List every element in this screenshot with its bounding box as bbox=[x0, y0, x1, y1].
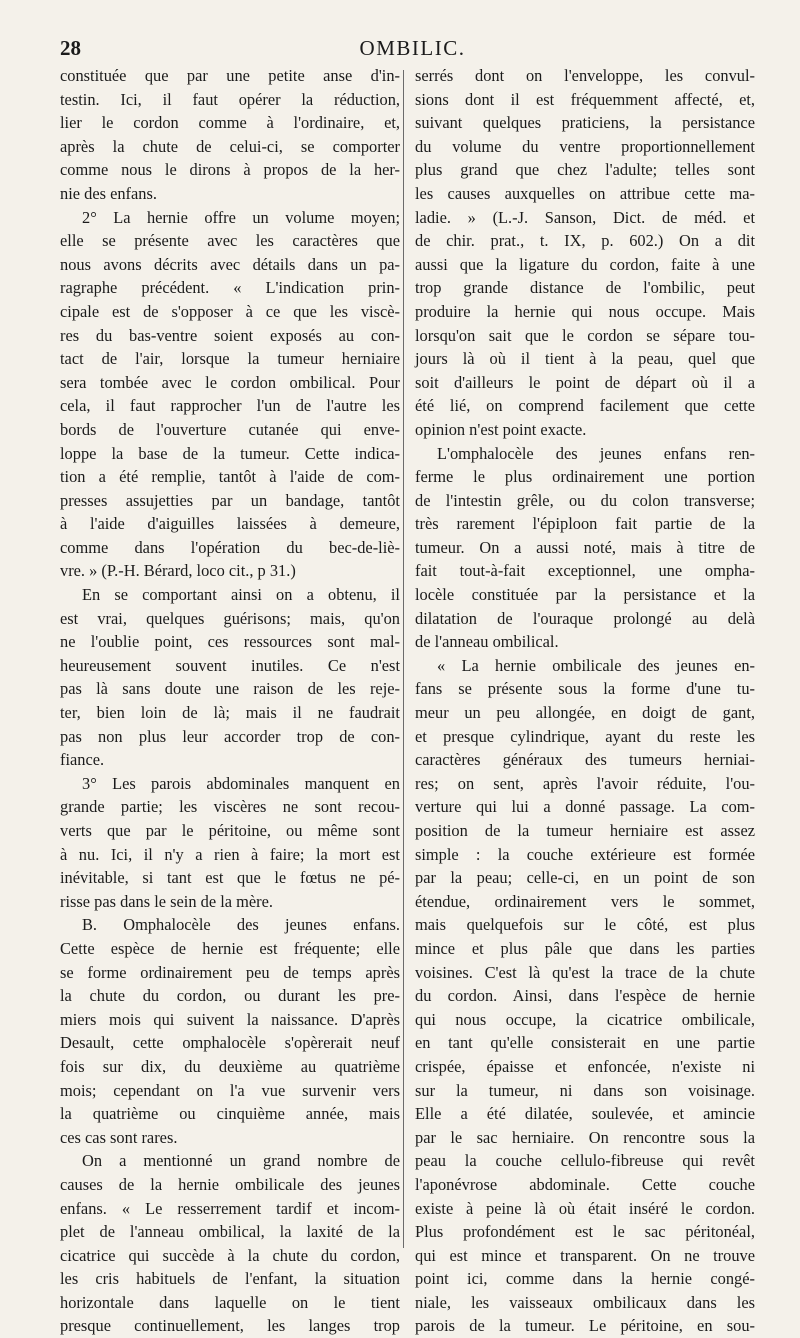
text-line: ter, bien loin de là; mais il ne faudrait bbox=[60, 703, 400, 723]
text-line: cipale est de s'opposer à ce que les viscè- bbox=[60, 301, 400, 321]
text-line: dilatation de l'ouraque prolongé au delà bbox=[415, 608, 755, 628]
text-line: parois de la tumeur. Le péritoine, en sou- bbox=[415, 1316, 755, 1336]
text-line: étendue, ordinairement vers le sommet, bbox=[415, 891, 755, 911]
text-line: niale, les vaisseaux ombilicaux dans les bbox=[415, 1292, 755, 1312]
text-line: ragraphe précédent. « L'indication prin- bbox=[60, 278, 400, 298]
text-line: locèle constituée par la persistance et la bbox=[415, 585, 755, 605]
text-line: tumeur. On a aussi noté, mais à titre de bbox=[415, 537, 755, 557]
text-line: après la chute de celui-ci, se comporter bbox=[60, 136, 400, 156]
text-line: serrés dont on l'enveloppe, les convul- bbox=[415, 66, 755, 85]
text-line: mince et plus pâle que dans les parties bbox=[415, 938, 755, 958]
text-line: par la peau; celle-ci, en un point de son bbox=[415, 868, 755, 888]
text-line: de l'anneau ombilical. bbox=[415, 632, 559, 652]
text-line: constituée que par une petite anse d'in- bbox=[60, 66, 400, 85]
text-line: produire la hernie qui nous occupe. Mais bbox=[415, 301, 755, 321]
text-line: enfans. « Le resserrement tardif et incom- bbox=[60, 1198, 400, 1218]
text-line: comme dans l'opération du bec-de-liè- bbox=[60, 537, 400, 557]
page-header bbox=[60, 36, 765, 64]
text-line: très rarement l'épiploon fait partie de la bbox=[415, 514, 755, 534]
text-line: grande partie; les viscères ne sont recou- bbox=[60, 797, 400, 817]
text-line: et presque cylindrique, ayant du reste les bbox=[415, 726, 755, 746]
text-line: En se comportant ainsi on a obtenu, il bbox=[82, 585, 400, 605]
text-line: Plus profondément est le sac péritonéal, bbox=[415, 1222, 755, 1242]
text-line: se forme ordinairement peu de temps après bbox=[60, 962, 400, 982]
text-line: tact de l'air, lorsque la tumeur herniaire bbox=[60, 349, 400, 369]
text-line: bords de l'ouverture cutanée qui enve- bbox=[60, 419, 400, 439]
text-line: verts que par le péritoine, ou même sont bbox=[60, 821, 400, 840]
text-line: heureusement souvent inutiles. Ce n'est bbox=[60, 655, 400, 675]
text-line: testin. Ici, il faut opérer la réduction, bbox=[60, 89, 400, 109]
text-line: nous avons décrits avec détails dans un pa- bbox=[60, 254, 400, 274]
text-line: plet de l'anneau ombilical, la laxité de la bbox=[60, 1222, 400, 1242]
text-line: inévitable, si tant est que le fœtus ne pé- bbox=[60, 868, 400, 888]
text-line: l'aponévrose abdominale. Cette couche bbox=[415, 1174, 755, 1194]
text-line: caractères généraux des tumeurs herniai- bbox=[415, 750, 755, 770]
text-line: les causes auxquelles on attribue cette ma- bbox=[415, 183, 755, 203]
text-line: du cordon. Ainsi, dans l'espèce de hernie bbox=[415, 986, 755, 1006]
column-divider bbox=[403, 70, 404, 1248]
text-line: vre. » (P.-H. Bérard, loco cit., p 31.) bbox=[60, 561, 296, 581]
text-line: comme nous le dirons à propos de la her- bbox=[60, 160, 400, 180]
page-number: 28 bbox=[60, 36, 81, 60]
text-line: horizontale dans laquelle on le tient bbox=[60, 1292, 400, 1312]
text-line: cicatrice qui succède à la chute du cordon, bbox=[60, 1245, 400, 1265]
text-line: loppe la base de la tumeur. Cette indica- bbox=[60, 443, 400, 463]
text-line: sur la tumeur, ni dans son voisinage. bbox=[415, 1080, 755, 1100]
text-line: à l'aide d'aiguilles laissées à demeure, bbox=[60, 514, 400, 534]
left-text-column bbox=[60, 64, 400, 1336]
text-line: meur un peu allongée, en doigt de gant, bbox=[415, 703, 755, 723]
text-line: verture qui lui a donné passage. La com- bbox=[415, 797, 755, 817]
text-line: Elle a été dilatée, soulevée, et amincie bbox=[415, 1104, 755, 1124]
text-line: lorsqu'on sait que le cordon se sépare tou- bbox=[415, 325, 755, 345]
text-line: tion a été remplie, tantôt à l'aide de com- bbox=[60, 467, 400, 487]
text-line: suivant quelques praticiens, la persistance bbox=[415, 113, 755, 133]
text-line: sions dont il est fréquemment affecté, et, bbox=[415, 89, 755, 109]
text-line: du volume du ventre proportionnellement bbox=[415, 136, 755, 156]
text-line: On a mentionné un grand nombre de bbox=[82, 1151, 400, 1171]
text-line: fans se présente sous la forme d'une tu- bbox=[415, 679, 755, 699]
text-line: L'omphalocèle des jeunes enfans ren- bbox=[437, 443, 755, 463]
text-line: est vrai, quelques guérisons; mais, qu'on bbox=[60, 608, 400, 628]
text-line: jours là où il tient à la peau, quel que bbox=[415, 349, 755, 369]
text-line: par le sac herniaire. On rencontre sous la bbox=[415, 1127, 755, 1147]
text-line: fiance. bbox=[60, 750, 105, 770]
text-line: Cette espèce de hernie est fréquente; elle bbox=[60, 938, 400, 958]
text-line: presses assujetties par un bandage, tantôt bbox=[60, 490, 400, 510]
text-line: plus grand que chez l'adulte; telles sont bbox=[415, 160, 755, 180]
text-line: elle se présente avec les caractères que bbox=[60, 231, 400, 251]
text-line: peau la couche cellulo-fibreuse qui revêt bbox=[415, 1151, 755, 1171]
text-line: fois sur dix, du deuxième au quatrième bbox=[60, 1056, 400, 1076]
text-line: sera tombée avec le cordon ombilical. Pour bbox=[60, 372, 400, 392]
text-line: 3° Les parois abdominales manquent en bbox=[82, 773, 400, 793]
text-line: Desault, cette omphalocèle s'opèrerait neuf bbox=[60, 1033, 400, 1053]
text-line: lier le cordon comme à l'ordinaire, et, bbox=[60, 113, 400, 133]
text-line: cela, il faut rapprocher l'un de l'autre les bbox=[60, 396, 400, 416]
text-line: position de la tumeur herniaire est assez bbox=[415, 821, 755, 840]
text-line: la chute du cordon, ou durant les pre- bbox=[60, 986, 400, 1006]
text-line: pas non plus leur accorder trop de con- bbox=[60, 726, 400, 746]
text-line: « La hernie ombilicale des jeunes en- bbox=[437, 655, 755, 675]
text-line: opinion n'est point exacte. bbox=[415, 419, 587, 439]
text-line: existe à peine là où était inséré le cordon. bbox=[415, 1198, 755, 1218]
text-line: presque continuellement, les langes trop bbox=[60, 1316, 400, 1336]
text-line: causes de la hernie ombilicale des jeunes bbox=[60, 1174, 400, 1194]
text-line: mais quelquefois sur le côté, est plus bbox=[415, 915, 755, 935]
text-line: qui est mince et transparent. On ne trouve bbox=[415, 1245, 755, 1265]
text-line: de chir. prat., t. IX, p. 602.) On a dit bbox=[415, 231, 755, 251]
text-line: point ici, comme dans la hernie congé- bbox=[415, 1269, 755, 1289]
running-title: OMBILIC. bbox=[359, 36, 466, 60]
text-line: fait tout-à-fait exceptionnel, une ompha- bbox=[415, 561, 755, 581]
text-line: crispée, épaisse et enfoncée, n'existe ni bbox=[415, 1056, 755, 1076]
text-line: res; on sent, après l'avoir réduite, l'ou- bbox=[415, 773, 755, 793]
text-line: soit d'ailleurs le point de départ où il a bbox=[415, 372, 755, 392]
text-line: voisines. C'est là qu'est la trace de la chute bbox=[415, 962, 755, 982]
right-text-column bbox=[415, 64, 755, 1336]
text-line: les cris habituels de l'enfant, la situation bbox=[60, 1269, 400, 1289]
text-line: ferme le plus ordinairement une portion bbox=[415, 467, 755, 487]
text-line: à nu. Ici, il n'y a rien à faire; la mort est bbox=[60, 844, 400, 864]
text-line: risse pas dans le sein de la mère. bbox=[60, 891, 274, 911]
text-line: pas là sans doute une raison de les reje- bbox=[60, 679, 400, 699]
text-line: simple : la couche extérieure est formée bbox=[415, 844, 755, 864]
text-line: qui nous occupe, la cicatrice ombilicale, bbox=[415, 1009, 755, 1029]
text-line: trop grande distance de l'ombilic, peut bbox=[415, 278, 755, 298]
text-line: 2° La hernie offre un volume moyen; bbox=[82, 207, 400, 227]
text-line: en tant qu'elle consisterait en une partie bbox=[415, 1033, 755, 1053]
text-line: la quatrième ou cinquième année, mais bbox=[60, 1104, 400, 1124]
text-line: res du bas-ventre soient exposés au con- bbox=[60, 325, 400, 345]
text-line: ladie. » (L.-J. Sanson, Dict. de méd. et bbox=[415, 207, 755, 227]
text-line: aussi que la ligature du cordon, faite à une bbox=[415, 254, 755, 274]
text-line: de l'intestin grêle, ou du colon transverse; bbox=[415, 490, 755, 510]
text-line: ne l'oublie point, ces ressources sont mal- bbox=[60, 632, 400, 652]
text-line: mois; cependant on l'a vue survenir vers bbox=[60, 1080, 400, 1100]
text-line: ces cas sont rares. bbox=[60, 1127, 178, 1147]
text-line: B. Omphalocèle des jeunes enfans. bbox=[82, 915, 400, 935]
text-line: nie des enfans. bbox=[60, 183, 157, 203]
text-line: été lié, on comprend facilement que cette bbox=[415, 396, 755, 416]
text-line: miers mois qui suivent la naissance. D'après bbox=[60, 1009, 400, 1029]
